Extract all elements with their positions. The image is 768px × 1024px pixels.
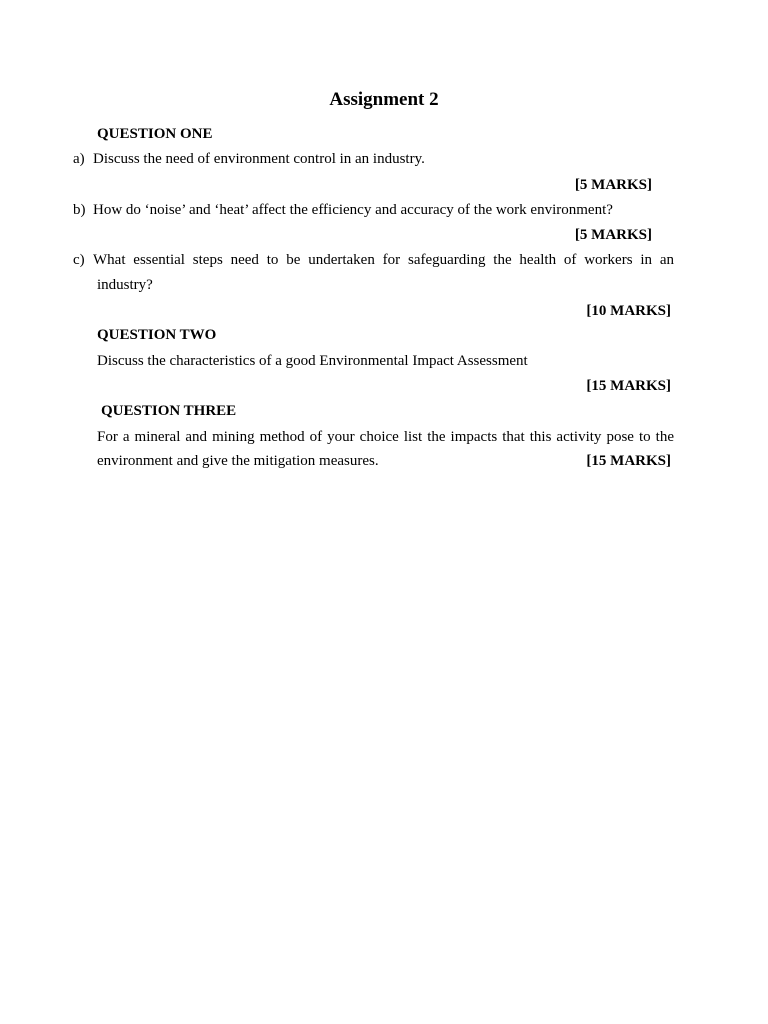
part-c-text-line1: What essential steps need to be undertaken for safeguarding the health of workers in an: [93, 252, 674, 268]
part-a-label: a): [73, 151, 85, 167]
part-c-text-line2: industry?: [97, 277, 153, 293]
question-one-heading: QUESTION ONE: [97, 126, 213, 142]
question-two-heading: QUESTION TWO: [97, 327, 217, 343]
question-one-part-a: [73, 150, 425, 168]
document-title: Assignment 2: [329, 89, 439, 110]
part-c-marks: [10 MARKS]: [586, 303, 671, 319]
part-b-text: How do ‘noise’ and ‘heat’ affect the efficiency and accuracy of the work environment?: [93, 202, 613, 218]
question-one-part-c: [73, 251, 674, 269]
question-three-text-line1: For a mineral and mining method of your choice list the impacts that this activity pose to the: [97, 429, 674, 445]
question-three-heading: QUESTION THREE: [101, 403, 237, 419]
question-two-marks: [15 MARKS]: [586, 378, 671, 394]
question-three-text-line2: environment and give the mitigation measures.: [97, 453, 379, 469]
part-b-marks: [5 MARKS]: [574, 227, 652, 243]
part-a-text: Discuss the need of environment control in an industry.: [93, 151, 425, 167]
question-three-marks: [15 MARKS]: [586, 453, 671, 469]
part-c-label: c): [73, 252, 85, 268]
part-b-label: b): [73, 202, 86, 218]
question-two-text: Discuss the characteristics of a good Environmental Impact Assessment: [97, 353, 528, 369]
part-a-marks: [5 MARKS]: [574, 177, 652, 193]
question-one-part-b: [73, 201, 613, 219]
